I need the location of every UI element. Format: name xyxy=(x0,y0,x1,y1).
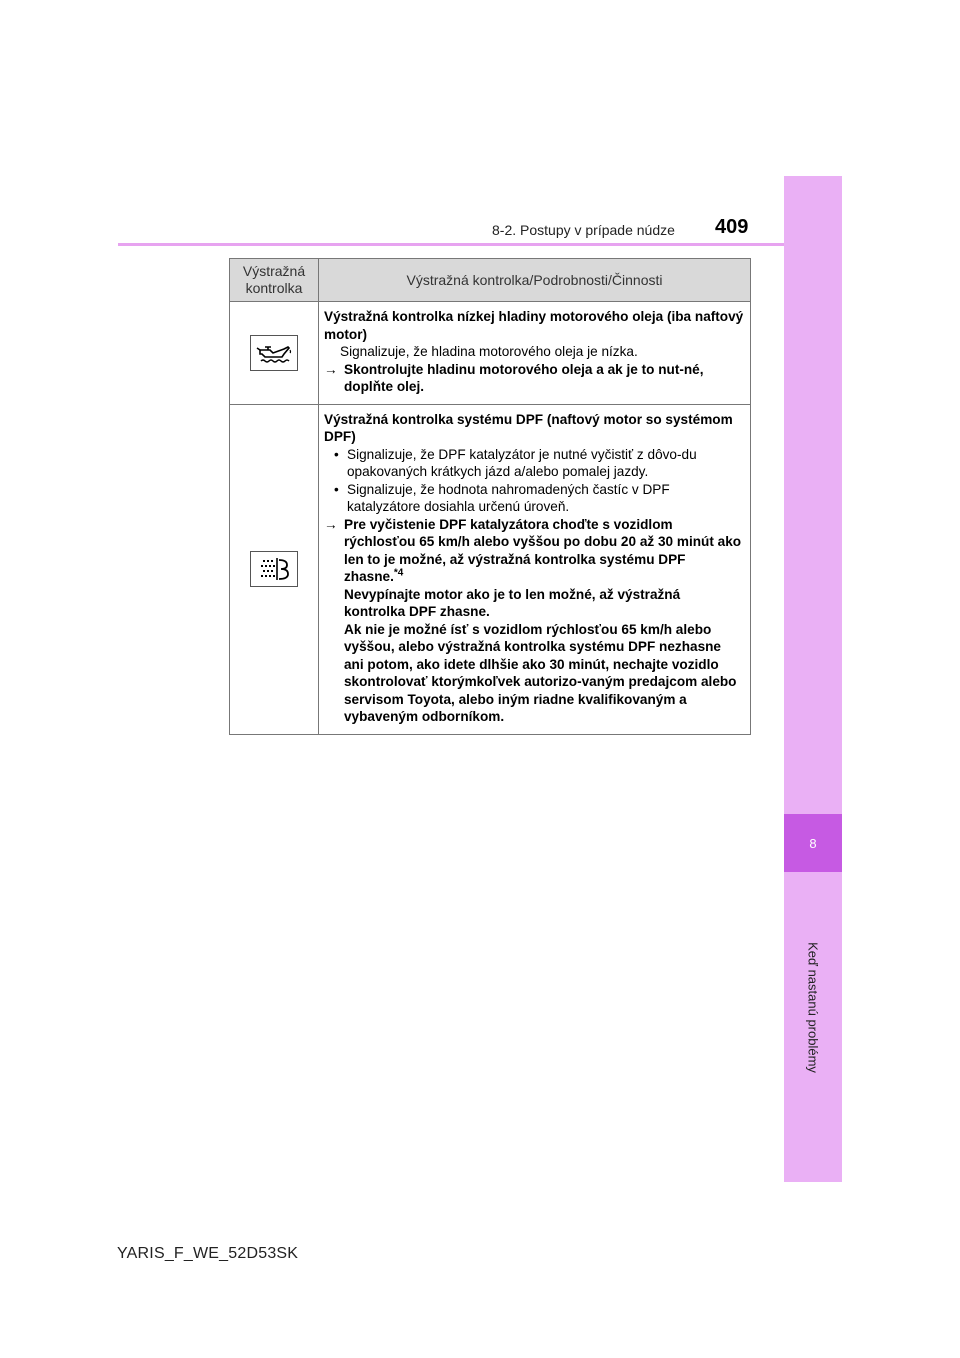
icon-cell xyxy=(230,302,319,405)
action-text: Skontrolujte hladinu motorového oleja a ak je to nut-né, doplňte olej. xyxy=(344,361,704,394)
details-cell xyxy=(319,302,751,405)
header-divider xyxy=(118,243,784,246)
bullet-text: Signalizuje, že DPF katalyzátor je nutné vyčistiť z dôvo-du opakovaných krátkych jázd a/alebo pomalej jazdy. xyxy=(347,446,697,479)
table-row xyxy=(230,404,751,734)
action-text: Ak nie je možné ísť s vozidlom rýchlosťou 65 km/h alebo vyššou, alebo výstražná kontrolka systému DPF nezhasne ani potom, ako idete dlhšie ako 30 minút, nechajte vozidlo skontrolovať ktorýmkoľvek autorizo-vaným predajcom alebo servisom Toyota, alebo iným riadne kvalifikovaným a vybaveným odborníkom. xyxy=(344,621,737,724)
oil-level-icon xyxy=(250,335,298,371)
icon-cell xyxy=(230,404,319,734)
row-title: Výstražná kontrolka systému DPF (naftový motor so systémom DPF) xyxy=(324,411,733,444)
table-header-row xyxy=(230,259,751,302)
section-title: 8-2. Postupy v prípade núdze xyxy=(492,222,675,238)
chapter-label: Keď nastanú problémy xyxy=(805,942,821,1073)
document-code: YARIS_F_WE_52D53SK xyxy=(117,1245,299,1262)
details-cell xyxy=(319,404,751,734)
list-item xyxy=(324,481,744,516)
action-text: Nevypínajte motor ako je to len možné, až výstražná kontrolka DPF zhasne. xyxy=(344,586,681,619)
bullet-icon: • xyxy=(334,446,339,462)
action-line xyxy=(324,516,744,726)
table-row xyxy=(230,302,751,405)
action-block xyxy=(344,516,744,726)
list-item xyxy=(324,446,744,481)
chapter-number: 8 xyxy=(784,814,842,872)
action-text: Pre vyčistenie DPF katalyzátora choďte s vozidlom rýchlosťou 65 km/h alebo vyššou po dobu 20 až 30 minút ako len to je možné, až výstražná kontrolka systému DPF zhasne. xyxy=(344,516,742,584)
column-header-light: Výstražná kontrolka xyxy=(230,259,319,302)
row-title: Výstražná kontrolka nízkej hladiny motorového oleja (iba naftový motor) xyxy=(324,309,744,342)
arrow-icon: → xyxy=(324,516,338,532)
column-header-details: Výstražná kontrolka/Podrobnosti/Činnosti xyxy=(319,259,751,302)
action-line xyxy=(324,361,744,396)
row-description: Signalizuje, že hladina motorového oleja je nízka. xyxy=(340,344,638,359)
bullet-icon: • xyxy=(334,481,339,497)
page-number: 409 xyxy=(715,216,749,238)
bullet-text: Signalizuje, že hodnota nahromadených častíc v DPF katalyzátore dosiahla určenú úroveň. xyxy=(347,481,670,514)
footnote-ref: *4 xyxy=(393,567,404,579)
warning-lights-table xyxy=(229,258,751,735)
dpf-icon xyxy=(250,551,298,587)
arrow-icon: → xyxy=(324,361,338,377)
